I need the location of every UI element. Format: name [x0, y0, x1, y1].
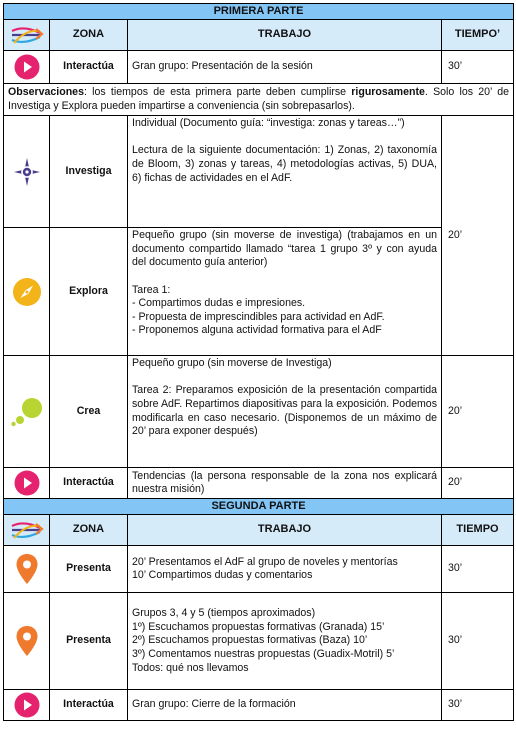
- presenta-icon-cell: [4, 593, 50, 690]
- time-interactua-1: 30’: [442, 51, 514, 84]
- play-icon: [14, 54, 40, 80]
- observations-text-2: . Solo los 20’ de Investiga y Explora pueden impartirse a conveniencia (sin sobrepasarlos).: [8, 86, 510, 112]
- header-work: TRABAJO: [128, 20, 442, 51]
- work-crea: [128, 356, 442, 468]
- work-line: Gran grupo: Presentación de la sesión: [132, 60, 313, 73]
- arrows-icon: [10, 23, 44, 47]
- presenta-icon-cell: [4, 546, 50, 593]
- investiga-icon-cell: [4, 116, 50, 228]
- header-zone: ZONA: [50, 515, 128, 546]
- work-interactua-2: [128, 468, 442, 499]
- zone-presenta-2: Presenta: [50, 593, 128, 690]
- work-line: Pequeño grupo (sin moverse de investiga) (trabajamos en un documento compartido llamado “tarea 1 grupo 3º y con ayuda del documento guía anterior): [132, 229, 437, 269]
- observations: [4, 84, 514, 116]
- time-crea: 20’: [442, 356, 514, 468]
- work-line: 2º) Escuchamos propuestas formativas (Baza) 10’: [132, 634, 368, 647]
- map-pin-icon: [15, 553, 39, 585]
- zone-presenta-1: Presenta: [50, 546, 128, 593]
- work-line: 3º) Comentamos nuestras propuestas (Guadix-Motril) 5’: [132, 647, 395, 660]
- zone-interactua-3: Interactúa: [50, 690, 128, 721]
- bubbles-icon: [10, 396, 44, 428]
- work-investiga: [128, 116, 442, 228]
- work-line: 1º) Escuchamos propuestas formativas (Granada) 15’: [132, 620, 385, 633]
- interactua-icon-cell: [4, 468, 50, 499]
- header-time: TIEMPO’: [442, 20, 514, 51]
- header-icon-cell: [4, 20, 50, 51]
- header-work: TRABAJO: [128, 515, 442, 546]
- work-line: Tarea 2: Preparamos exposición de la presentación compartida sobre AdF. Repartimos diapositivas para la exposición. Podemos modificarla en caso necesario. (Disponemos de un máximo de 20’ para exponer después): [132, 384, 437, 438]
- work-line: Tarea 1:: [132, 283, 171, 296]
- work-line: Pequeño grupo (sin moverse de Investiga): [132, 357, 332, 370]
- play-icon: [14, 692, 40, 718]
- work-presenta-2: [128, 593, 442, 690]
- observations-label: Observaciones: [8, 86, 84, 98]
- work-line: Individual (Documento guía: “investiga: zonas y tareas…”): [132, 117, 405, 130]
- explora-icon-cell: [4, 228, 50, 356]
- work-explora: [128, 228, 442, 356]
- work-line: - Propuesta de imprescindibles para actividad en AdF.: [132, 310, 385, 323]
- header-icon-cell: [4, 515, 50, 546]
- time-investiga-explora: 20’: [442, 116, 514, 356]
- interactua-icon-cell: [4, 51, 50, 84]
- work-line: 10’ Compartimos dudas y comentarios: [132, 569, 313, 582]
- work-line: Grupos 3, 4 y 5 (tiempos aproximados): [132, 607, 316, 620]
- observations-text-1: : los tiempos de esta primera parte deben cumplirse: [83, 86, 352, 98]
- work-line: Gran grupo: Cierre de la formación: [132, 698, 296, 711]
- play-icon: [14, 470, 40, 496]
- header-time: TIEMPO: [442, 515, 514, 546]
- work-line: Tendencias (la persona responsable de la zona nos explicará nuestra misión): [132, 469, 437, 496]
- time-interactua-2: 20’: [442, 468, 514, 499]
- compass-icon: [12, 277, 42, 307]
- work-line: - Proponemos alguna actividad formativa para el AdF: [132, 324, 382, 337]
- schedule-table: [3, 3, 514, 721]
- time-interactua-3: 30’: [442, 690, 514, 721]
- work-interactua-3: [128, 690, 442, 721]
- work-presenta-1: [128, 546, 442, 593]
- time-presenta-1: 30’: [442, 546, 514, 593]
- work-line: - Compartimos dudas e impresiones.: [132, 297, 306, 310]
- zone-explora: Explora: [50, 228, 128, 356]
- work-line: 20’ Presentamos el AdF al grupo de noveles y mentorías: [132, 555, 398, 568]
- arrows-icon: [10, 518, 44, 542]
- header-zone: ZONA: [50, 20, 128, 51]
- section-title-part1: PRIMERA PARTE: [4, 4, 514, 20]
- work-interactua-1: [128, 51, 442, 84]
- interactua-icon-cell: [4, 690, 50, 721]
- zone-interactua-2: Interactúa: [50, 468, 128, 499]
- work-line: Todos: qué nos llevamos: [132, 661, 249, 674]
- compass-star-icon: [13, 157, 41, 187]
- observations-strong: rigurosamente: [351, 86, 425, 98]
- section-title-part2: SEGUNDA PARTE: [4, 499, 514, 515]
- work-line: Lectura de la siguiente documentación: 1) Zonas, 2) taxonomía de Bloom, 3) zonas y tareas, 4) metodologías activas, 5) DUA, 6) fichas de actividades en el AdF.: [132, 144, 437, 184]
- zone-crea: Crea: [50, 356, 128, 468]
- map-pin-icon: [15, 625, 39, 657]
- crea-icon-cell: [4, 356, 50, 468]
- zone-investiga: Investiga: [50, 116, 128, 228]
- time-presenta-2: 30’: [442, 593, 514, 690]
- zone-interactua-1: Interactúa: [50, 51, 128, 84]
